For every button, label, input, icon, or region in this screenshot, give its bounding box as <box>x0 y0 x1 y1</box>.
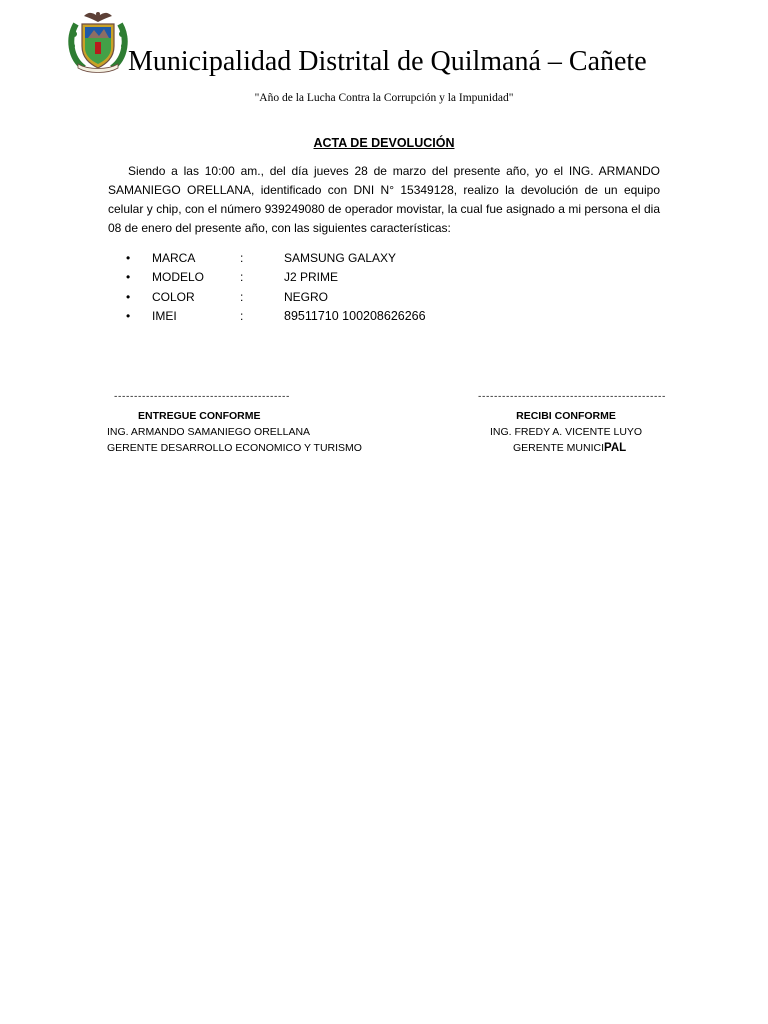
signature-block-right <box>476 408 656 456</box>
year-motto: "Año de la Lucha Contra la Corrupción y la Impunidad" <box>254 92 514 104</box>
document-body: Siendo a las 10:00 am., del día jueves 28 de marzo del presente año, yo el ING. ARMANDO SAMANIEGO ORELLANA, identificado con DNI N° 15349128, realizo la devolución de un equipo celular y chip, con el número 939249080 de operador movistar, la cual fue asignado a mi persona el dia 08 de enero del presente año, con las siguientes características: <box>108 164 660 235</box>
feature-item-imei <box>126 307 526 327</box>
signature-block-left <box>107 408 367 456</box>
bullet-icon: • <box>126 309 131 324</box>
feature-item-modelo <box>126 268 526 288</box>
feature-label: MARCA <box>152 250 196 265</box>
signature-line-left: -------------------------------------------- <box>113 392 290 402</box>
signatory-name: ING. ARMANDO SAMANIEGO ORELLANA <box>107 426 311 438</box>
signatory-position <box>476 440 656 456</box>
position-prefix: GERENTE MUNICI <box>513 442 605 454</box>
feature-label: MODELO <box>152 270 205 285</box>
feature-list <box>126 248 526 326</box>
feature-value: 89511710 100208626266 <box>284 309 426 324</box>
municipality-title: Municipalidad Distrital de Quilmaná – Cañete <box>128 46 647 77</box>
bullet-icon: • <box>126 250 131 265</box>
feature-value: J2 PRIME <box>284 270 339 285</box>
signatory-name: ING. FREDY A. VICENTE LUYO <box>490 426 643 438</box>
feature-label: COLOR <box>152 289 195 304</box>
feature-label: IMEI <box>152 309 177 324</box>
signature-line-right: ----------------------------------------------- <box>477 392 666 402</box>
feature-separator: : <box>240 289 244 304</box>
feature-value: NEGRO <box>284 289 329 304</box>
feature-separator: : <box>240 250 244 265</box>
signature-role: ENTREGUE CONFORME <box>138 410 261 422</box>
feature-separator: : <box>240 309 244 324</box>
municipal-crest-icon <box>66 8 130 74</box>
feature-item-marca <box>126 248 526 268</box>
bullet-icon: • <box>126 270 131 285</box>
signature-role: RECIBI CONFORME <box>516 410 616 422</box>
feature-separator: : <box>240 270 244 285</box>
signatory-position: GERENTE DESARROLLO ECONOMICO Y TURISMO <box>107 442 362 454</box>
feature-value: SAMSUNG GALAXY <box>284 250 397 265</box>
bullet-icon: • <box>126 289 131 304</box>
feature-item-color <box>126 287 526 307</box>
position-suffix: PAL <box>604 442 627 454</box>
document-title: ACTA DE DEVOLUCIÓN <box>313 136 455 150</box>
